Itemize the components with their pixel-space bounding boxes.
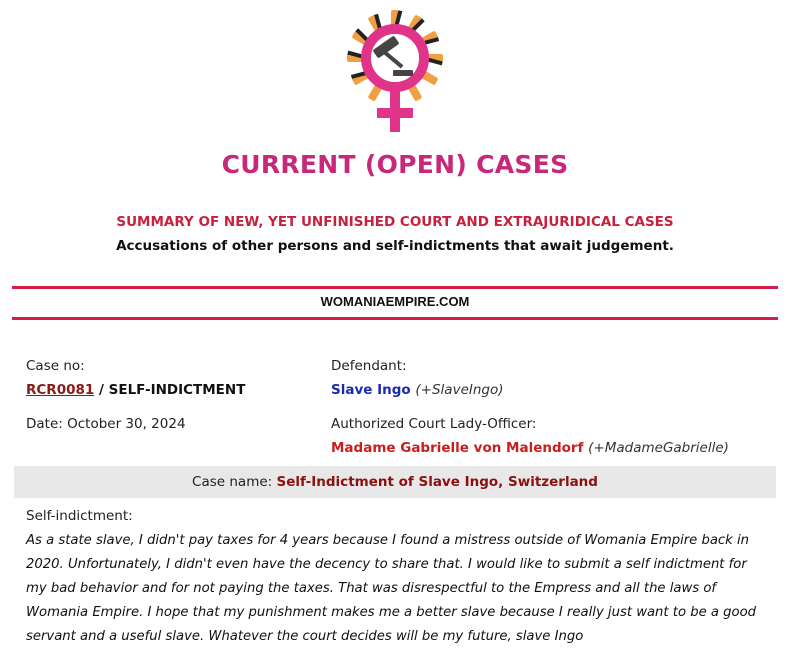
officer (331, 440, 729, 456)
case-name: Self-Indictment of Slave Ingo, Switzerland (276, 474, 598, 490)
case-id-link[interactable]: RCR0081 (26, 382, 95, 398)
case-number (26, 382, 245, 398)
officer-name: Madame Gabrielle von Malendorf (331, 440, 584, 456)
case-type: SELF-INDICTMENT (108, 382, 246, 398)
defendant-label: Defendant: (331, 358, 407, 374)
page-title: CURRENT (OPEN) CASES (221, 150, 569, 179)
self-indictment-label: Self-indictment: (26, 508, 133, 524)
case-name-bar (14, 466, 776, 498)
case-no-label: Case no: (26, 358, 85, 374)
case-separator: / (94, 382, 109, 398)
officer-label: Authorized Court Lady-Officer: (331, 416, 537, 432)
officer-handle: (+MadameGabrielle) (588, 440, 729, 456)
defendant (331, 382, 504, 398)
defendant-handle: (+SlaveIngo) (415, 382, 504, 398)
self-indictment-text: As a state slave, I didn't pay taxes for 4 years because I found a mistress outside of Womania Empire back in 2020. Unfortunately, I didn't even have the decency to share that. I would like to submit a self indictment for my bad behavior and for not paying the taxes. That was disrespectful to the Empress and all the laws of Womania Empire. I hope that my punishment makes me a better slave because I really just want to be a good servant and a useful slave. Whatever the court decides will be my future, slave Ingo (26, 533, 757, 644)
top-divider (12, 286, 778, 289)
site-name: WOMANIAEMPIRE.COM (320, 294, 470, 309)
womania-emblem-icon (335, 8, 455, 140)
case-date: Date: October 30, 2024 (26, 416, 186, 432)
page-summary: SUMMARY OF NEW, YET UNFINISHED COURT AND EXTRAJURIDICAL CASES (116, 214, 674, 230)
case-name-label: Case name: (192, 474, 273, 490)
bottom-divider (12, 317, 778, 320)
page-subtitle: Accusations of other persons and self-indictments that await judgement. (116, 238, 674, 254)
defendant-name: Slave Ingo (331, 382, 411, 398)
